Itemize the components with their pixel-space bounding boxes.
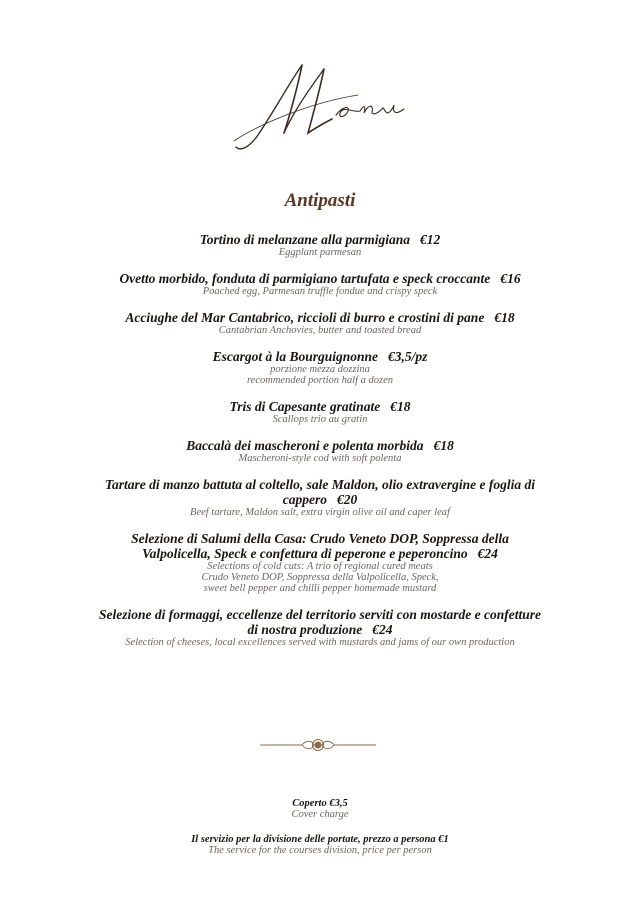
service-charge-label: Il servizio per la divisione delle portate, prezzo a persona €1	[191, 834, 449, 845]
item-price: €16	[500, 271, 521, 286]
item-price: €18	[390, 399, 411, 414]
item-desc: Scallops trio au gratin	[272, 414, 368, 425]
item-desc: sweet bell pepper and chilli pepper homemade mustard	[203, 583, 437, 594]
menu-items	[96, 232, 544, 661]
service-charge	[0, 834, 640, 857]
item-price: €24	[477, 546, 498, 561]
menu-script-logo	[228, 55, 418, 160]
item-name: Acciughe del Mar Cantabrico, riccioli di burro e crostini di pane €18	[125, 310, 515, 325]
item-price: €3,5/pz	[388, 349, 428, 364]
ornament-divider-icon	[258, 737, 378, 753]
menu-item	[96, 477, 544, 518]
item-desc: Selection of cheeses, local excellences served with mustards and jams of our own production	[125, 637, 515, 648]
menu-item	[96, 349, 544, 386]
item-price: €12	[420, 232, 441, 247]
menu-item	[96, 438, 544, 464]
menu-item	[96, 399, 544, 425]
item-name: Selezione di Salumi della Casa: Crudo Veneto DOP, Soppressa della Valpolicella, Speck e confettura di peperone e peperoncino €24	[131, 531, 509, 561]
item-desc: Poached egg, Parmesan truffle fondue and crispy speck	[202, 286, 438, 297]
item-desc: Selections of cold cuts: A trio of regional cured meats	[207, 561, 433, 572]
item-name: Escargot à la Bourguignonne €3,5/pz	[212, 349, 428, 364]
menu-item	[96, 232, 544, 258]
cover-charge-label: Coperto €3,5	[292, 798, 348, 809]
service-charge-desc: The service for the courses division, price per person	[208, 845, 432, 856]
item-name: Selezione di formaggi, eccellenze del territorio serviti con mostarde e confetture di nostra produzione €24	[98, 607, 542, 637]
item-name: Tartare di manzo battuta al coltello, sale Maldon, olio extravergine e foglia di cappero €20	[104, 477, 535, 507]
cover-charge-desc: Cover charge	[291, 809, 349, 820]
item-desc: Mascheroni-style cod with soft polenta	[238, 453, 402, 464]
cover-charge	[0, 798, 640, 821]
menu-item	[96, 310, 544, 336]
item-price: €24	[372, 622, 393, 637]
menu-item	[96, 531, 544, 594]
item-price: €18	[494, 310, 515, 325]
item-name: Baccalà dei mascheroni e polenta morbida €18	[186, 438, 454, 453]
menu-item	[96, 271, 544, 297]
item-desc: Eggplant parmesan	[278, 247, 362, 258]
item-desc: Cantabrian Anchovies, butter and toasted bread	[218, 325, 422, 336]
item-desc: Crudo Veneto DOP, Soppressa della Valpolicella, Speck,	[201, 572, 439, 583]
section-title: Antipasti	[284, 190, 356, 211]
item-desc: porzione mezza dozzina	[270, 364, 370, 375]
menu-item	[96, 607, 544, 648]
item-name: Tris di Capesante gratinate €18	[229, 399, 411, 414]
item-name: Ovetto morbido, fonduta di parmigiano tartufata e speck croccante €16	[119, 271, 521, 286]
item-price: €18	[433, 438, 454, 453]
item-desc: recommended portion half a dozen	[246, 375, 393, 386]
item-name: Tortino di melanzane alla parmigiana €12	[199, 232, 441, 247]
item-desc: Beef tartare, Maldon salt, extra virgin olive oil and caper leaf	[190, 507, 450, 518]
item-price: €20	[337, 492, 358, 507]
